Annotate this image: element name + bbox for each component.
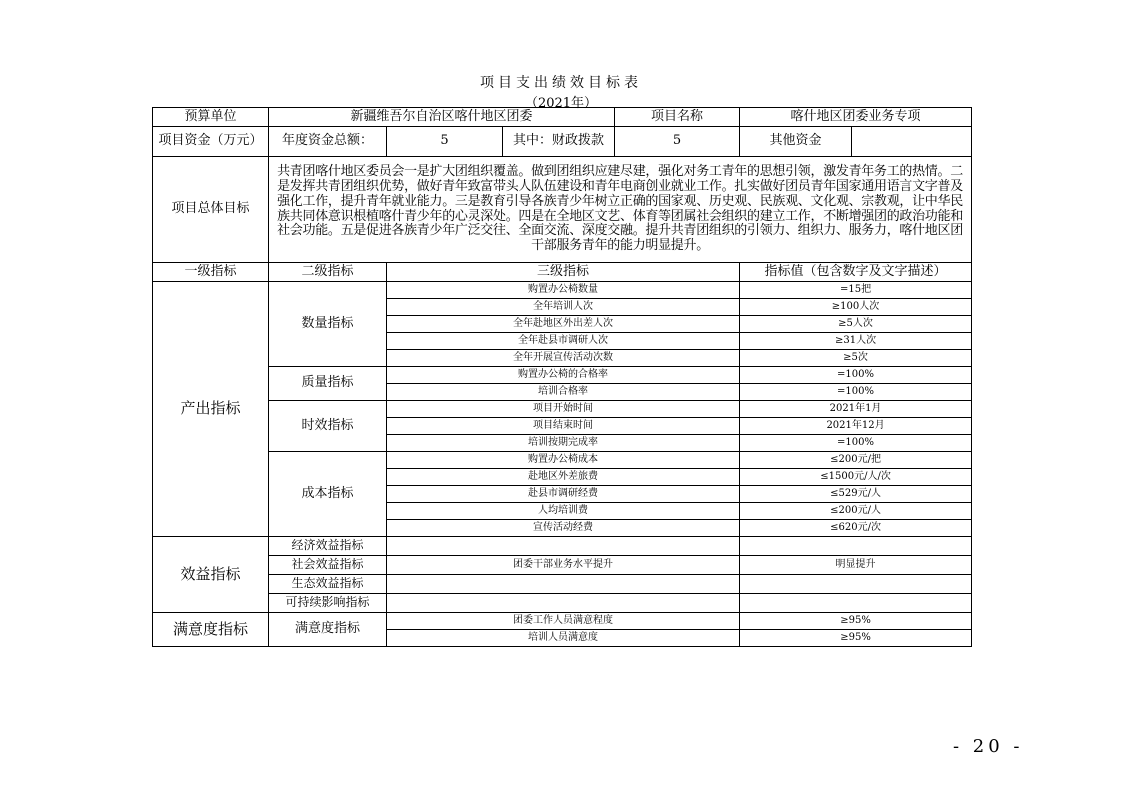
indicator-name: 赴地区外差旅费 xyxy=(387,469,740,486)
level2-cost: 成本指标 xyxy=(269,452,387,537)
table-row xyxy=(153,401,972,418)
indicator-name xyxy=(387,594,740,613)
indicator-name: 培训人员满意度 xyxy=(387,630,740,647)
budget-unit-label: 预算单位 xyxy=(153,108,269,127)
funds-label: 项目资金（万元） xyxy=(153,127,269,157)
table-row xyxy=(153,282,972,299)
indicator-name: 人均培训费 xyxy=(387,503,740,520)
table-row xyxy=(153,594,972,613)
fiscal-value: 5 xyxy=(615,127,740,157)
section-satisfaction: 满意度指标 xyxy=(153,613,269,647)
overall-goal-label: 项目总体目标 xyxy=(153,157,269,263)
indicator-value: ≥5人次 xyxy=(740,316,972,333)
indicator-name: 培训合格率 xyxy=(387,384,740,401)
annual-total-label: 年度资金总额： xyxy=(269,127,387,157)
indicator-value: 2021年1月 xyxy=(740,401,972,418)
level2-quantity: 数量指标 xyxy=(269,282,387,367)
indicator-value: ≥5次 xyxy=(740,350,972,367)
table-row xyxy=(153,537,972,556)
budget-unit-value: 新疆维吾尔自治区喀什地区团委 xyxy=(269,108,615,127)
header-value: 指标值（包含数字及文字描述） xyxy=(740,263,972,282)
indicator-name: 购置办公椅数量 xyxy=(387,282,740,299)
section-benefit: 效益指标 xyxy=(153,537,269,613)
indicator-value: ≥31人次 xyxy=(740,333,972,350)
indicator-value: ≤620元/次 xyxy=(740,520,972,537)
fiscal-label: 其中：财政拨款 xyxy=(503,127,615,157)
indicator-name: 全年培训人次 xyxy=(387,299,740,316)
other-funds-label: 其他资金 xyxy=(740,127,852,157)
indicator-value xyxy=(740,575,972,594)
performance-goal-table xyxy=(152,107,972,647)
section-output: 产出指标 xyxy=(153,282,269,537)
header-level1: 一级指标 xyxy=(153,263,269,282)
overall-goal-text: 共青团喀什地区委员会一是扩大团组织覆盖。做到团组织应建尽建，强化对务工青年的思想引领，激发青年务工的热情。二是发挥共青团组织优势，做好青年致富带头人队伍建设和青年电商创业就业工作。扎实做好团员青年国家通用语言文字普及强化工作，提升青年就业能力。三是教育引导各族青少年树立正确的国家观、历史观、民族观、文化观、宗教观，让中华民族共同体意识根植喀什青少年的心灵深处。四是在全地区文艺、体育等团属社会组织的建立工作，不断增强团的政治功能和社会功能。五是促进各族青少年广泛交往、全面交流、深度交融。提升共青团组织的引领力、组织力、服务力，喀什地区团干部服务青年的能力明显提升。 xyxy=(269,157,972,263)
indicator-name: 培训按期完成率 xyxy=(387,435,740,452)
project-name-value: 喀什地区团委业务专项 xyxy=(740,108,972,127)
level2-timeliness: 时效指标 xyxy=(269,401,387,452)
table-row xyxy=(153,108,972,127)
indicator-name: 全年开展宣传活动次数 xyxy=(387,350,740,367)
indicator-name: 项目开始时间 xyxy=(387,401,740,418)
project-name-label: 项目名称 xyxy=(615,108,740,127)
table-row xyxy=(153,613,972,630)
indicator-name: 全年赴地区外出差人次 xyxy=(387,316,740,333)
indicator-name: 购置办公椅成本 xyxy=(387,452,740,469)
indicator-value: =15把 xyxy=(740,282,972,299)
header-level2: 二级指标 xyxy=(269,263,387,282)
page-number: - 20 - xyxy=(953,736,1024,757)
indicator-value xyxy=(740,537,972,556)
header-level3: 三级指标 xyxy=(387,263,740,282)
indicator-value: ≤529元/人 xyxy=(740,486,972,503)
level2-social: 社会效益指标 xyxy=(269,556,387,575)
table-row xyxy=(153,452,972,469)
indicator-value: ≤200元/人 xyxy=(740,503,972,520)
indicator-name: 宣传活动经费 xyxy=(387,520,740,537)
level2-satisfaction: 满意度指标 xyxy=(269,613,387,647)
table-header-row xyxy=(153,263,972,282)
table-title: 项目支出绩效目标表 xyxy=(480,75,642,91)
indicator-value: ≤200元/把 xyxy=(740,452,972,469)
indicator-value: =100% xyxy=(740,367,972,384)
table-row xyxy=(153,556,972,575)
indicator-value xyxy=(740,594,972,613)
table-subtitle: （2021年） xyxy=(524,96,598,111)
table-row xyxy=(153,575,972,594)
table-row xyxy=(153,157,972,263)
indicator-value: ≥100人次 xyxy=(740,299,972,316)
indicator-value: ≥95% xyxy=(740,613,972,630)
other-funds-value xyxy=(852,127,972,157)
table-row xyxy=(153,367,972,384)
level2-ecological: 生态效益指标 xyxy=(269,575,387,594)
indicator-value: ≥95% xyxy=(740,630,972,647)
indicator-value: =100% xyxy=(740,435,972,452)
indicator-value: ≤1500元/人/次 xyxy=(740,469,972,486)
indicator-name: 团委干部业务水平提升 xyxy=(387,556,740,575)
indicator-name: 购置办公椅的合格率 xyxy=(387,367,740,384)
indicator-name: 赴县市调研经费 xyxy=(387,486,740,503)
level2-sustainable: 可持续影响指标 xyxy=(269,594,387,613)
annual-total-value: 5 xyxy=(387,127,503,157)
indicator-value: 明显提升 xyxy=(740,556,972,575)
indicator-value: 2021年12月 xyxy=(740,418,972,435)
indicator-name: 项目结束时间 xyxy=(387,418,740,435)
indicator-name: 团委工作人员满意程度 xyxy=(387,613,740,630)
indicator-value: =100% xyxy=(740,384,972,401)
level2-quality: 质量指标 xyxy=(269,367,387,401)
indicator-name: 全年赴县市调研人次 xyxy=(387,333,740,350)
indicator-name xyxy=(387,575,740,594)
indicator-name xyxy=(387,537,740,556)
table-row xyxy=(153,127,972,157)
level2-economic: 经济效益指标 xyxy=(269,537,387,556)
